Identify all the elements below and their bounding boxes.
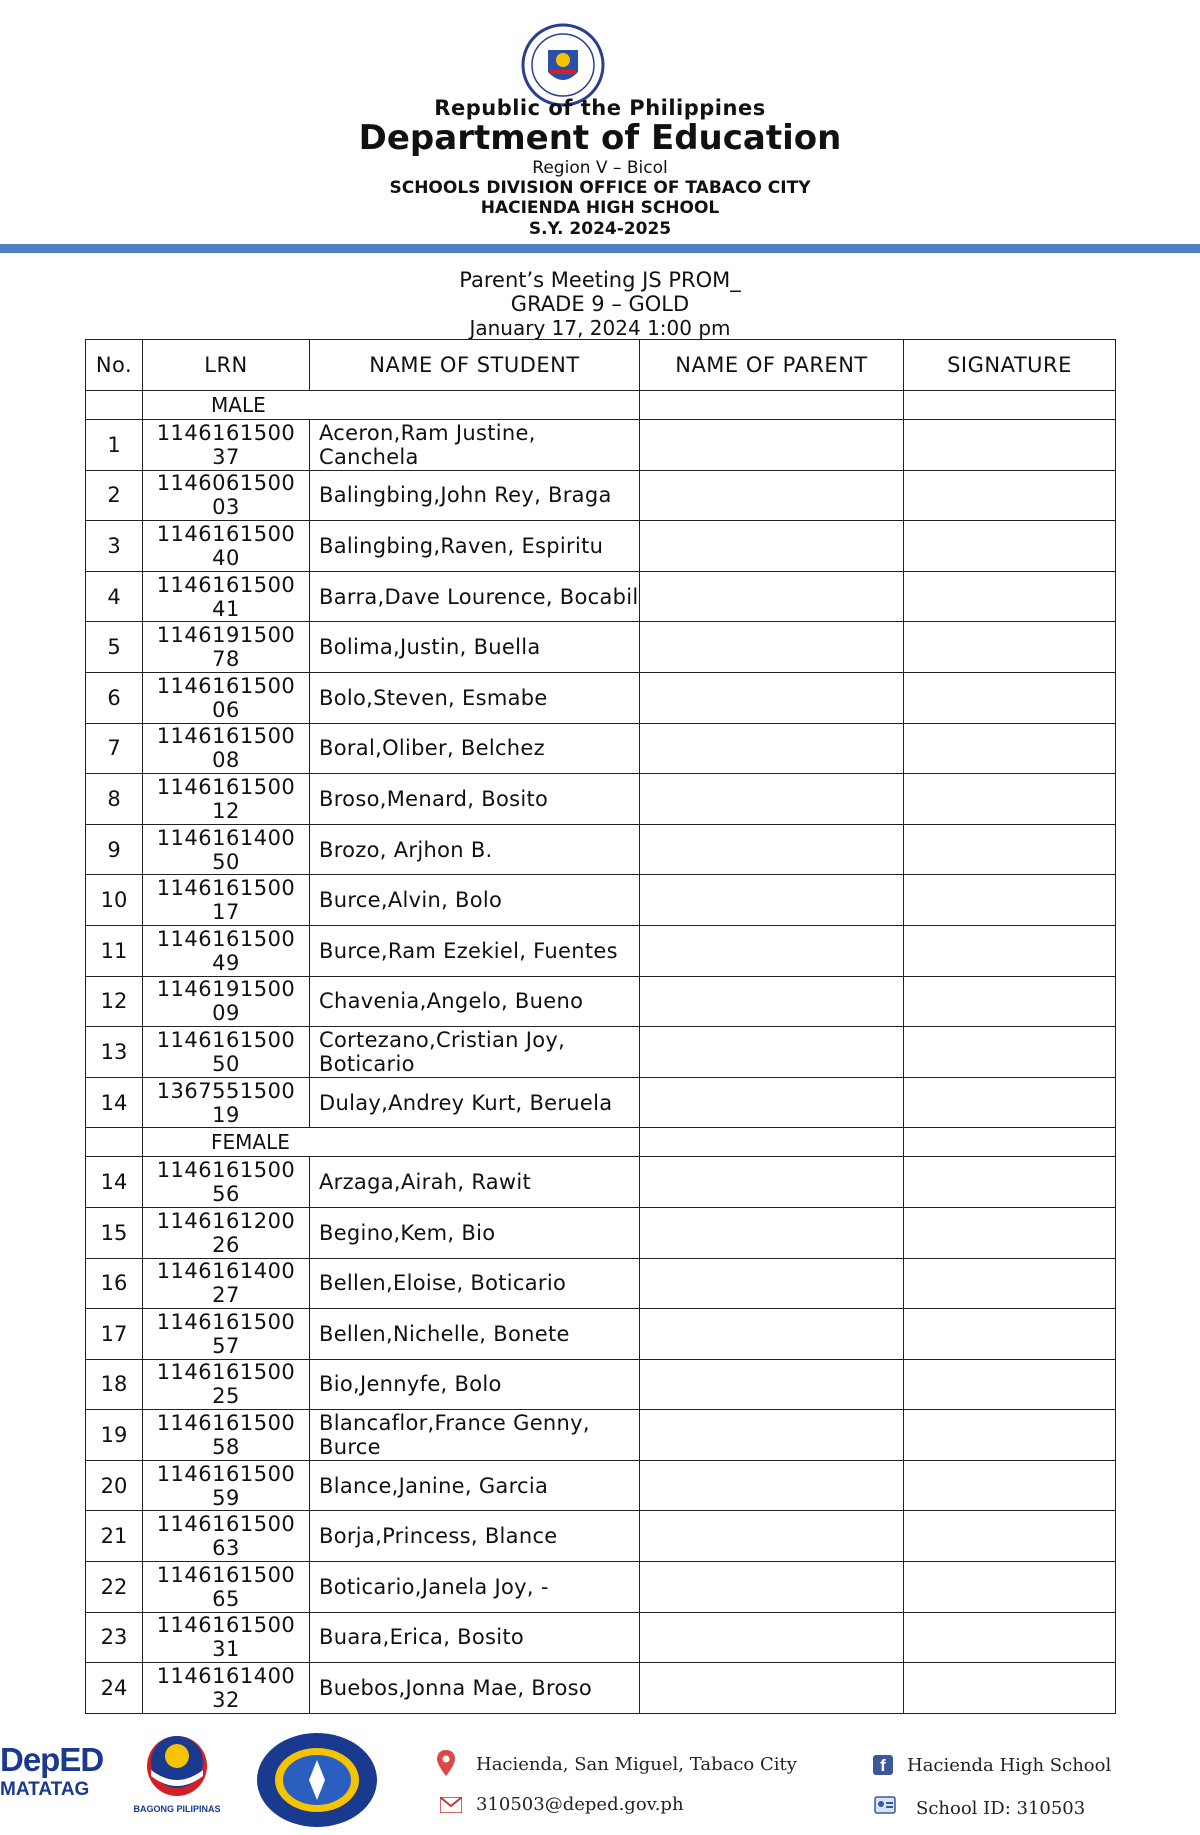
lrn-part-1: 1146161500 bbox=[156, 774, 296, 799]
lrn-part-1: 1367551500 bbox=[156, 1078, 296, 1103]
lrn-part-1: 1146161500 bbox=[156, 724, 296, 749]
table-row bbox=[86, 420, 1116, 471]
lrn-part-1: 1146161500 bbox=[156, 521, 296, 546]
signature-field[interactable] bbox=[904, 925, 1116, 976]
lrn-part-2: 41 bbox=[212, 596, 240, 621]
lrn-part-2: 06 bbox=[212, 697, 240, 722]
row-number: 19 bbox=[86, 1410, 143, 1461]
row-number: 22 bbox=[86, 1562, 143, 1613]
parent-name-field[interactable] bbox=[640, 976, 904, 1027]
row-number: 16 bbox=[86, 1258, 143, 1309]
lrn-part-1: 1146161500 bbox=[156, 572, 296, 597]
section-no-cell bbox=[86, 1128, 143, 1157]
table-row bbox=[86, 1460, 1116, 1511]
table-row bbox=[86, 1157, 1116, 1208]
parent-name-field[interactable] bbox=[640, 875, 904, 926]
section-parent-cell bbox=[640, 391, 904, 420]
col-header-lrn: LRN bbox=[143, 340, 310, 391]
table-row bbox=[86, 1309, 1116, 1360]
attendance-table bbox=[85, 339, 1116, 1714]
lrn-cell bbox=[143, 1207, 310, 1258]
student-name: Aceron,Ram Justine, Canchela bbox=[310, 420, 640, 471]
signature-field[interactable] bbox=[904, 1511, 1116, 1562]
signature-field[interactable] bbox=[904, 824, 1116, 875]
lrn-part-1: 1146191500 bbox=[156, 623, 296, 648]
lrn-part-1: 1146191500 bbox=[156, 977, 296, 1002]
row-number: 15 bbox=[86, 1207, 143, 1258]
signature-field[interactable] bbox=[904, 420, 1116, 471]
section-no-cell bbox=[86, 391, 143, 420]
signature-field[interactable] bbox=[904, 1562, 1116, 1613]
signature-field[interactable] bbox=[904, 1460, 1116, 1511]
row-number: 17 bbox=[86, 1309, 143, 1360]
row-number: 5 bbox=[86, 622, 143, 673]
signature-field[interactable] bbox=[904, 1027, 1116, 1078]
signature-field[interactable] bbox=[904, 875, 1116, 926]
lrn-cell bbox=[143, 925, 310, 976]
page-footer bbox=[0, 1728, 1200, 1835]
table-row bbox=[86, 774, 1116, 825]
row-number: 14 bbox=[86, 1157, 143, 1208]
student-name: Dulay,Andrey Kurt, Beruela bbox=[310, 1077, 640, 1128]
lrn-part-2: 17 bbox=[212, 900, 240, 925]
signature-field[interactable] bbox=[904, 723, 1116, 774]
table-row bbox=[86, 672, 1116, 723]
signature-field[interactable] bbox=[904, 1309, 1116, 1360]
school-line: HACIENDA HIGH SCHOOL bbox=[480, 198, 720, 218]
student-name: Bio,Jennyfe, Bolo bbox=[310, 1359, 640, 1410]
table-row bbox=[86, 976, 1116, 1027]
table-row bbox=[86, 925, 1116, 976]
row-number: 1 bbox=[86, 420, 143, 471]
col-header-signature: SIGNATURE bbox=[904, 340, 1116, 391]
student-name: Burce,Ram Ezekiel, Fuentes bbox=[310, 925, 640, 976]
student-name: Balingbing,Raven, Espiritu bbox=[310, 521, 640, 572]
student-name: Burce,Alvin, Bolo bbox=[310, 875, 640, 926]
lrn-part-1: 1146161500 bbox=[156, 1461, 296, 1486]
parent-name-field[interactable] bbox=[640, 1663, 904, 1714]
parent-name-field[interactable] bbox=[640, 925, 904, 976]
lrn-part-1: 1146161500 bbox=[156, 876, 296, 901]
lrn-part-1: 1146161500 bbox=[156, 1512, 296, 1537]
lrn-cell bbox=[143, 571, 310, 622]
parent-name-field[interactable] bbox=[640, 1258, 904, 1309]
table-row bbox=[86, 1207, 1116, 1258]
row-number: 23 bbox=[86, 1612, 143, 1663]
bagong-pilipinas-logo: BAGONG PILIPINAS bbox=[118, 1732, 236, 1832]
address-text: Hacienda, San Miguel, Tabaco City bbox=[476, 1754, 797, 1775]
lrn-part-1: 1146161200 bbox=[156, 1208, 296, 1233]
table-row bbox=[86, 824, 1116, 875]
signature-field[interactable] bbox=[904, 976, 1116, 1027]
lrn-part-1: 1146161400 bbox=[156, 1259, 296, 1284]
parent-name-field[interactable] bbox=[640, 622, 904, 673]
lrn-part-1: 1146161500 bbox=[156, 926, 296, 951]
table-row bbox=[86, 1258, 1116, 1309]
student-name: Begino,Kem, Bio bbox=[310, 1207, 640, 1258]
lrn-cell bbox=[143, 1157, 310, 1208]
lrn-part-2: 63 bbox=[212, 1536, 240, 1561]
col-header-parent: NAME OF PARENT bbox=[640, 340, 904, 391]
parent-name-field[interactable] bbox=[640, 1612, 904, 1663]
section-label: MALE bbox=[143, 391, 640, 420]
lrn-part-2: 50 bbox=[212, 849, 240, 874]
signature-field[interactable] bbox=[904, 470, 1116, 521]
table-row bbox=[86, 1511, 1116, 1562]
division-line: SCHOOLS DIVISION OFFICE OF TABACO CITY bbox=[389, 178, 811, 198]
lrn-part-2: 08 bbox=[212, 748, 240, 773]
row-number: 24 bbox=[86, 1663, 143, 1714]
parent-name-field[interactable] bbox=[640, 672, 904, 723]
lrn-cell bbox=[143, 622, 310, 673]
parent-name-field[interactable] bbox=[640, 1511, 904, 1562]
signature-field[interactable] bbox=[904, 1157, 1116, 1208]
signature-field[interactable] bbox=[904, 521, 1116, 572]
parent-name-field[interactable] bbox=[640, 1460, 904, 1511]
parent-name-field[interactable] bbox=[640, 723, 904, 774]
lrn-part-1: 1146161500 bbox=[156, 673, 296, 698]
lrn-cell bbox=[143, 521, 310, 572]
section-signature-cell bbox=[904, 391, 1116, 420]
facebook-icon: f bbox=[873, 1755, 893, 1775]
lrn-part-2: 78 bbox=[212, 647, 240, 672]
section-row-male bbox=[86, 391, 1116, 420]
row-number: 20 bbox=[86, 1460, 143, 1511]
row-number: 13 bbox=[86, 1027, 143, 1078]
region-line: Region V – Bicol bbox=[532, 158, 668, 178]
section-signature-cell bbox=[904, 1128, 1116, 1157]
lrn-cell bbox=[143, 1612, 310, 1663]
signature-field[interactable] bbox=[904, 1663, 1116, 1714]
row-number: 18 bbox=[86, 1359, 143, 1410]
lrn-part-1: 1146161500 bbox=[156, 1027, 296, 1052]
signature-field[interactable] bbox=[904, 1612, 1116, 1663]
table-row bbox=[86, 875, 1116, 926]
parent-name-field[interactable] bbox=[640, 824, 904, 875]
lrn-part-2: 27 bbox=[212, 1283, 240, 1308]
parent-name-field[interactable] bbox=[640, 470, 904, 521]
department-heading: Department of Education bbox=[358, 118, 842, 158]
lrn-part-1: 1146161400 bbox=[156, 825, 296, 850]
row-number: 10 bbox=[86, 875, 143, 926]
student-name: Cortezano,Cristian Joy, Boticario bbox=[310, 1027, 640, 1078]
student-name: Chavenia,Angelo, Bueno bbox=[310, 976, 640, 1027]
lrn-part-2: 26 bbox=[212, 1232, 240, 1257]
parent-name-field[interactable] bbox=[640, 1157, 904, 1208]
table-row bbox=[86, 571, 1116, 622]
deped-matatag-logo: DepED MATATAG bbox=[0, 1741, 104, 1800]
meeting-date: January 17, 2024 1:00 pm bbox=[469, 316, 731, 340]
lrn-part-2: 56 bbox=[212, 1182, 240, 1207]
lrn-part-1: 1146161500 bbox=[156, 1158, 296, 1183]
signature-field[interactable] bbox=[904, 1207, 1116, 1258]
row-number: 8 bbox=[86, 774, 143, 825]
lrn-part-1: 1146061500 bbox=[156, 471, 296, 496]
lrn-cell bbox=[143, 824, 310, 875]
lrn-part-1: 1146161500 bbox=[156, 1360, 296, 1385]
lrn-cell bbox=[143, 774, 310, 825]
lrn-part-2: 40 bbox=[212, 545, 240, 570]
signature-field[interactable] bbox=[904, 1410, 1116, 1461]
lrn-cell bbox=[143, 1511, 310, 1562]
student-name: Boral,Oliber, Belchez bbox=[310, 723, 640, 774]
parent-name-field[interactable] bbox=[640, 1027, 904, 1078]
table-row bbox=[86, 723, 1116, 774]
signature-field[interactable] bbox=[904, 571, 1116, 622]
lrn-part-2: 31 bbox=[212, 1637, 240, 1662]
header-divider bbox=[0, 244, 1200, 253]
parent-name-field[interactable] bbox=[640, 1359, 904, 1410]
parent-name-field[interactable] bbox=[640, 420, 904, 471]
lrn-part-2: 65 bbox=[212, 1586, 240, 1611]
parent-name-field[interactable] bbox=[640, 1410, 904, 1461]
signature-field[interactable] bbox=[904, 1359, 1116, 1410]
lrn-part-2: 50 bbox=[212, 1051, 240, 1076]
lrn-part-2: 59 bbox=[212, 1485, 240, 1510]
signature-field[interactable] bbox=[904, 622, 1116, 673]
col-header-no: No. bbox=[86, 340, 143, 391]
location-icon bbox=[437, 1750, 455, 1780]
row-number: 2 bbox=[86, 470, 143, 521]
lrn-part-1: 1146161500 bbox=[156, 1562, 296, 1587]
row-number: 21 bbox=[86, 1511, 143, 1562]
lrn-part-2: 49 bbox=[212, 950, 240, 975]
table-header-row bbox=[86, 340, 1116, 391]
lrn-part-1: 1146161500 bbox=[156, 420, 296, 445]
lrn-cell bbox=[143, 1309, 310, 1360]
signature-field[interactable] bbox=[904, 774, 1116, 825]
parent-name-field[interactable] bbox=[640, 1309, 904, 1360]
table-row bbox=[86, 470, 1116, 521]
parent-name-field[interactable] bbox=[640, 571, 904, 622]
row-number: 6 bbox=[86, 672, 143, 723]
signature-field[interactable] bbox=[904, 672, 1116, 723]
lrn-part-2: 58 bbox=[212, 1435, 240, 1460]
lrn-cell bbox=[143, 1359, 310, 1410]
table-row bbox=[86, 622, 1116, 673]
facebook-text: Hacienda High School bbox=[907, 1755, 1112, 1776]
student-name: Boticario,Janela Joy, - bbox=[310, 1562, 640, 1613]
student-name: Blance,Janine, Garcia bbox=[310, 1460, 640, 1511]
parent-name-field[interactable] bbox=[640, 1077, 904, 1128]
student-name: Buebos,Jonna Mae, Broso bbox=[310, 1663, 640, 1714]
lrn-part-1: 1146161500 bbox=[156, 1613, 296, 1638]
email-text: 310503@deped.gov.ph bbox=[476, 1794, 684, 1815]
row-number: 9 bbox=[86, 824, 143, 875]
row-number: 7 bbox=[86, 723, 143, 774]
lrn-part-2: 09 bbox=[212, 1001, 240, 1026]
lrn-part-2: 32 bbox=[212, 1688, 240, 1713]
lrn-cell bbox=[143, 420, 310, 471]
lrn-cell bbox=[143, 1663, 310, 1714]
student-name: Bellen,Nichelle, Bonete bbox=[310, 1309, 640, 1360]
id-card-icon bbox=[873, 1792, 897, 1820]
school-year-line: S.Y. 2024-2025 bbox=[528, 219, 672, 239]
row-number: 12 bbox=[86, 976, 143, 1027]
lrn-cell bbox=[143, 672, 310, 723]
email-icon bbox=[440, 1797, 462, 1817]
student-name: Blancaflor,France Genny, Burce bbox=[310, 1410, 640, 1461]
parent-name-field[interactable] bbox=[640, 1562, 904, 1613]
table-row bbox=[86, 1027, 1116, 1078]
row-number: 14 bbox=[86, 1077, 143, 1128]
student-name: Bolo,Steven, Esmabe bbox=[310, 672, 640, 723]
lrn-part-2: 03 bbox=[212, 495, 240, 520]
parent-name-field[interactable] bbox=[640, 1207, 904, 1258]
table-row bbox=[86, 1359, 1116, 1410]
student-name: Arzaga,Airah, Rawit bbox=[310, 1157, 640, 1208]
lrn-cell bbox=[143, 1077, 310, 1128]
student-name: Bellen,Eloise, Boticario bbox=[310, 1258, 640, 1309]
lrn-part-1: 1146161500 bbox=[156, 1309, 296, 1334]
school-id-text: School ID: 310503 bbox=[916, 1798, 1086, 1819]
table-row bbox=[86, 521, 1116, 572]
lrn-part-2: 12 bbox=[212, 798, 240, 823]
student-name: Buara,Erica, Bosito bbox=[310, 1612, 640, 1663]
row-number: 3 bbox=[86, 521, 143, 572]
row-number: 4 bbox=[86, 571, 143, 622]
school-seal bbox=[254, 1730, 380, 1830]
student-name: Balingbing,John Rey, Braga bbox=[310, 470, 640, 521]
student-name: Bolima,Justin, Buella bbox=[310, 622, 640, 673]
table-row bbox=[86, 1410, 1116, 1461]
col-header-student: NAME OF STUDENT bbox=[310, 340, 640, 391]
lrn-cell bbox=[143, 1258, 310, 1309]
lrn-part-2: 25 bbox=[212, 1384, 240, 1409]
lrn-part-2: 19 bbox=[212, 1102, 240, 1127]
row-number: 11 bbox=[86, 925, 143, 976]
republic-heading: Republic of the Philippines bbox=[434, 96, 766, 120]
lrn-cell bbox=[143, 1410, 310, 1461]
parent-name-field[interactable] bbox=[640, 774, 904, 825]
student-name: Broso,Menard, Bosito bbox=[310, 774, 640, 825]
meeting-title: Parent’s Meeting JS PROM_ bbox=[459, 268, 741, 292]
student-name: Barra,Dave Lourence, Bocabil bbox=[310, 571, 640, 622]
lrn-part-1: 1146161400 bbox=[156, 1664, 296, 1689]
signature-field[interactable] bbox=[904, 1258, 1116, 1309]
student-name: Brozo, Arjhon B. bbox=[310, 824, 640, 875]
section-label: FEMALE bbox=[143, 1128, 640, 1157]
table-row bbox=[86, 1612, 1116, 1663]
signature-field[interactable] bbox=[904, 1077, 1116, 1128]
section-row-female bbox=[86, 1128, 1116, 1157]
student-name: Borja,Princess, Blance bbox=[310, 1511, 640, 1562]
lrn-cell bbox=[143, 723, 310, 774]
table-row bbox=[86, 1663, 1116, 1714]
section-parent-cell bbox=[640, 1128, 904, 1157]
lrn-cell bbox=[143, 470, 310, 521]
lrn-cell bbox=[143, 1027, 310, 1078]
lrn-part-1: 1146161500 bbox=[156, 1411, 296, 1436]
parent-name-field[interactable] bbox=[640, 521, 904, 572]
lrn-cell bbox=[143, 875, 310, 926]
lrn-cell bbox=[143, 1460, 310, 1511]
lrn-part-2: 57 bbox=[212, 1333, 240, 1358]
table-row bbox=[86, 1562, 1116, 1613]
table-row bbox=[86, 1077, 1116, 1128]
lrn-cell bbox=[143, 1562, 310, 1613]
lrn-part-2: 37 bbox=[212, 444, 240, 469]
grade-section: GRADE 9 – GOLD bbox=[510, 292, 690, 316]
lrn-cell bbox=[143, 976, 310, 1027]
